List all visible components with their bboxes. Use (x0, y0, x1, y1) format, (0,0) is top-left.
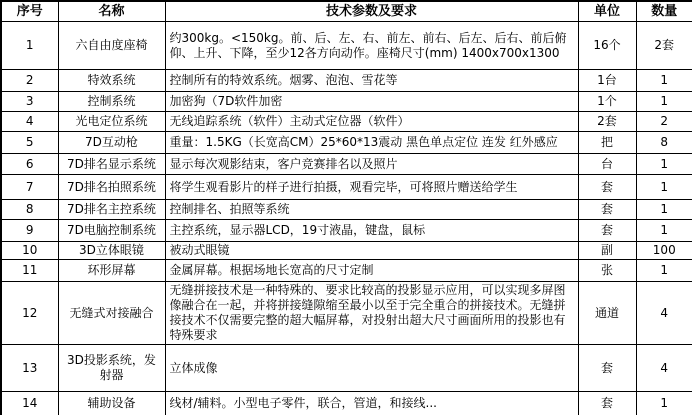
cell-unit: 台 (578, 154, 636, 175)
cell-spec: 显示每次观影结束，客户竞赛排名以及照片 (165, 154, 578, 175)
cell-qty: 4 (636, 282, 692, 345)
cell-unit: 通道 (578, 282, 636, 345)
cell-name: 控制系统 (58, 92, 165, 112)
cell-name: 特效系统 (58, 70, 165, 92)
cell-no: 2 (1, 70, 58, 92)
cell-unit: 套 (578, 200, 636, 220)
cell-spec: 无线追踪系统（软件）主动式定位器（软件） (165, 112, 578, 132)
table-row (1, 242, 692, 260)
table-row (1, 175, 692, 200)
cell-no: 12 (1, 282, 58, 345)
cell-qty: 1 (636, 175, 692, 200)
cell-unit: 套 (578, 345, 636, 392)
cell-spec: 被动式眼镜 (165, 242, 578, 260)
cell-name: 7D电脑控制系统 (58, 220, 165, 242)
table-row (1, 112, 692, 132)
cell-no: 8 (1, 200, 58, 220)
table-row (1, 392, 692, 415)
cell-unit: 2套 (578, 112, 636, 132)
cell-name: 光电定位系统 (58, 112, 165, 132)
cell-spec: 加密狗（7D软件加密 (165, 92, 578, 112)
cell-spec: 重量：1.5KG（长宽高CM）25*60*13震动 黑色单点定位 连发 红外感应 (165, 132, 578, 154)
cell-qty: 1 (636, 220, 692, 242)
cell-no: 14 (1, 392, 58, 415)
cell-unit: 16个 (578, 22, 636, 70)
cell-no: 9 (1, 220, 58, 242)
cell-unit: 套 (578, 220, 636, 242)
cell-qty: 4 (636, 345, 692, 392)
cell-name: 3D投影系统，发射器 (58, 345, 165, 392)
table-row (1, 220, 692, 242)
cell-no: 5 (1, 132, 58, 154)
cell-name: 辅助设备 (58, 392, 165, 415)
cell-name: 六自由度座椅 (58, 22, 165, 70)
header-qty: 数量 (636, 1, 692, 22)
cell-name: 7D排名拍照系统 (58, 175, 165, 200)
cell-qty: 1 (636, 70, 692, 92)
cell-qty: 2 (636, 112, 692, 132)
cell-name: 环形屏幕 (58, 260, 165, 282)
cell-spec: 无缝拼接技术是一种特殊的、要求比较高的投影显示应用，可以实现多屏图像融合在一起，并将拼接缝隙缩至最小以至于完全重合的拼接技术。无缝拼接技术不仅需要完整的超大幅屏幕，对投射出超大尺寸画面所用的投影也有特殊要求 (165, 282, 578, 345)
table-row (1, 154, 692, 175)
cell-unit: 套 (578, 175, 636, 200)
cell-no: 11 (1, 260, 58, 282)
table-row (1, 132, 692, 154)
cell-qty: 1 (636, 260, 692, 282)
cell-qty: 1 (636, 154, 692, 175)
cell-unit: 1台 (578, 70, 636, 92)
cell-spec: 约300kg。<150kg。前、后、左、右、前左、前右、后左、后右、前后俯仰、上升、下降，至少12各方向动作。座椅尺寸(mm) 1400x700x1300 (165, 22, 578, 70)
cell-name: 7D互动枪 (58, 132, 165, 154)
cell-qty: 100 (636, 242, 692, 260)
table-row (1, 260, 692, 282)
cell-spec: 控制排名、拍照等系统 (165, 200, 578, 220)
table-row (1, 92, 692, 112)
cell-spec: 线材/辅料。小型电子零件，联合，管道，和接线... (165, 392, 578, 415)
cell-no: 3 (1, 92, 58, 112)
cell-no: 10 (1, 242, 58, 260)
cell-name: 7D排名主控系统 (58, 200, 165, 220)
header-name: 名称 (58, 1, 165, 22)
table-header-row (1, 1, 692, 22)
cell-qty: 1 (636, 200, 692, 220)
cell-spec: 立体成像 (165, 345, 578, 392)
cell-no: 4 (1, 112, 58, 132)
cell-spec: 将学生观看影片的样子进行拍摄，观看完毕，可将照片赠送给学生 (165, 175, 578, 200)
cell-qty: 8 (636, 132, 692, 154)
cell-spec: 控制所有的特效系统。烟雾、泡泡、雪花等 (165, 70, 578, 92)
cell-qty: 1 (636, 392, 692, 415)
table-row (1, 345, 692, 392)
cell-unit: 把 (578, 132, 636, 154)
header-no: 序号 (1, 1, 58, 22)
cell-unit: 张 (578, 260, 636, 282)
cell-spec: 主控系统，显示器LCD，19寸液晶，键盘，鼠标 (165, 220, 578, 242)
cell-qty: 2套 (636, 22, 692, 70)
header-spec: 技术参数及要求 (165, 1, 578, 22)
table-row (1, 200, 692, 220)
cell-name: 无缝式对接融合 (58, 282, 165, 345)
cell-no: 6 (1, 154, 58, 175)
cell-no: 13 (1, 345, 58, 392)
cell-unit: 套 (578, 392, 636, 415)
cell-unit: 1个 (578, 92, 636, 112)
cell-spec: 金属屏幕。根据场地长宽高的尺寸定制 (165, 260, 578, 282)
cell-name: 7D排名显示系统 (58, 154, 165, 175)
cell-qty: 1 (636, 92, 692, 112)
cell-no: 7 (1, 175, 58, 200)
table-row (1, 282, 692, 345)
cell-unit: 副 (578, 242, 636, 260)
cell-name: 3D立体眼镜 (58, 242, 165, 260)
table-row (1, 70, 692, 92)
header-unit: 单位 (578, 1, 636, 22)
cell-no: 1 (1, 22, 58, 70)
table-row (1, 22, 692, 70)
